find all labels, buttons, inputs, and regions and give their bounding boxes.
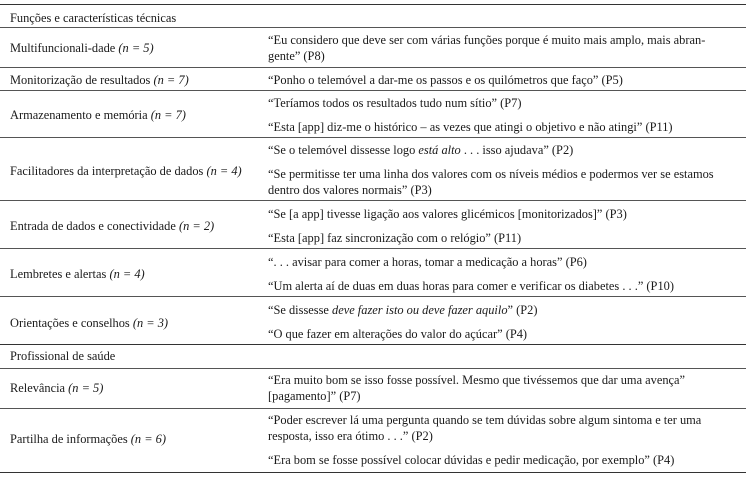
section-header (0, 344, 746, 368)
table-row (0, 67, 746, 90)
feature-label: Entrada de dados e conectividade (n = 2) (10, 219, 215, 233)
quote-line: “Um alerta aí de duas em duas horas para comer e verificar os diabetes . . .” (P10) (268, 279, 674, 293)
quote-line: [pagamento]” (P7) (268, 389, 361, 403)
quote-line: resposta, isso era ótimo . . .” (P2) (268, 429, 433, 443)
quote-line: dentro dos valores normais” (P3) (268, 183, 432, 197)
table-row (0, 200, 746, 248)
section-title: Profissional de saúde (10, 349, 116, 363)
feature-label: Lembretes e alertas (n = 4) (10, 267, 145, 281)
quote-line: “Era muito bom se isso fosse possível. Mesmo que tivéssemos que dar uma avença” (268, 373, 686, 387)
feature-label: Facilitadores da interpretação de dados (n = 4) (10, 164, 242, 178)
quote-line: “Se [a app] tivesse ligação aos valores glicémicos [monitorizados]” (P3) (268, 207, 627, 221)
quote-line: “Teríamos todos os resultados tudo num sítio” (P7) (268, 96, 522, 110)
table-row (0, 137, 746, 200)
quote-line: “Poder escrever lá uma pergunta quando se tem dúvidas sobre algum sintoma e ter uma (268, 413, 702, 427)
quote-line: “Esta [app] faz sincronização com o relógio” (P11) (268, 231, 522, 245)
table-row (0, 90, 746, 137)
table-row (0, 408, 746, 472)
table-row (0, 368, 746, 408)
section-header (0, 4, 746, 27)
feature-label: Partilha de informações (n = 6) (10, 432, 166, 446)
feature-label: Monitorização de resultados (n = 7) (10, 73, 189, 87)
section-title: Funções e características técnicas (10, 11, 177, 25)
quote-line: “Se permitisse ter uma linha dos valores com os níveis médios e podermos ver se estamos (268, 167, 714, 181)
table-row (0, 248, 746, 296)
table-bottom-rule (0, 472, 746, 473)
table-row (0, 27, 746, 67)
quote-line: “. . . avisar para comer a horas, tomar a medicação a horas” (P6) (268, 255, 587, 269)
quote-line: “Eu considero que deve ser com várias funções porque é muito mais amplo, mais abran- (268, 33, 706, 47)
quote-line: “Era bom se fosse possível colocar dúvidas e pedir medicação, por exemplo” (P4) (268, 453, 675, 467)
feature-label: Orientações e conselhos (n = 3) (10, 316, 169, 330)
quote-line: gente” (P8) (268, 49, 325, 63)
quote-line: “Esta [app] diz-me o histórico – as vezes que atingi o objetivo e não atingi” (P11) (268, 120, 673, 134)
feature-label: Multifuncionali-dade (n = 5) (10, 41, 154, 55)
quote-line: “O que fazer em alterações do valor do açúcar” (P4) (268, 327, 528, 341)
quote-line: “Se dissesse deve fazer isto ou deve fazer aquilo” (P2) (268, 303, 538, 317)
quote-line: “Ponho o telemóvel a dar-me os passos e os quilómetros que faço” (P5) (268, 73, 623, 87)
table-row (0, 296, 746, 344)
quote-line: “Se o telemóvel dissesse logo está alto . . . isso ajudava” (P2) (268, 143, 574, 157)
feature-label: Armazenamento e memória (n = 7) (10, 108, 186, 122)
feature-label: Relevância (n = 5) (10, 381, 104, 395)
